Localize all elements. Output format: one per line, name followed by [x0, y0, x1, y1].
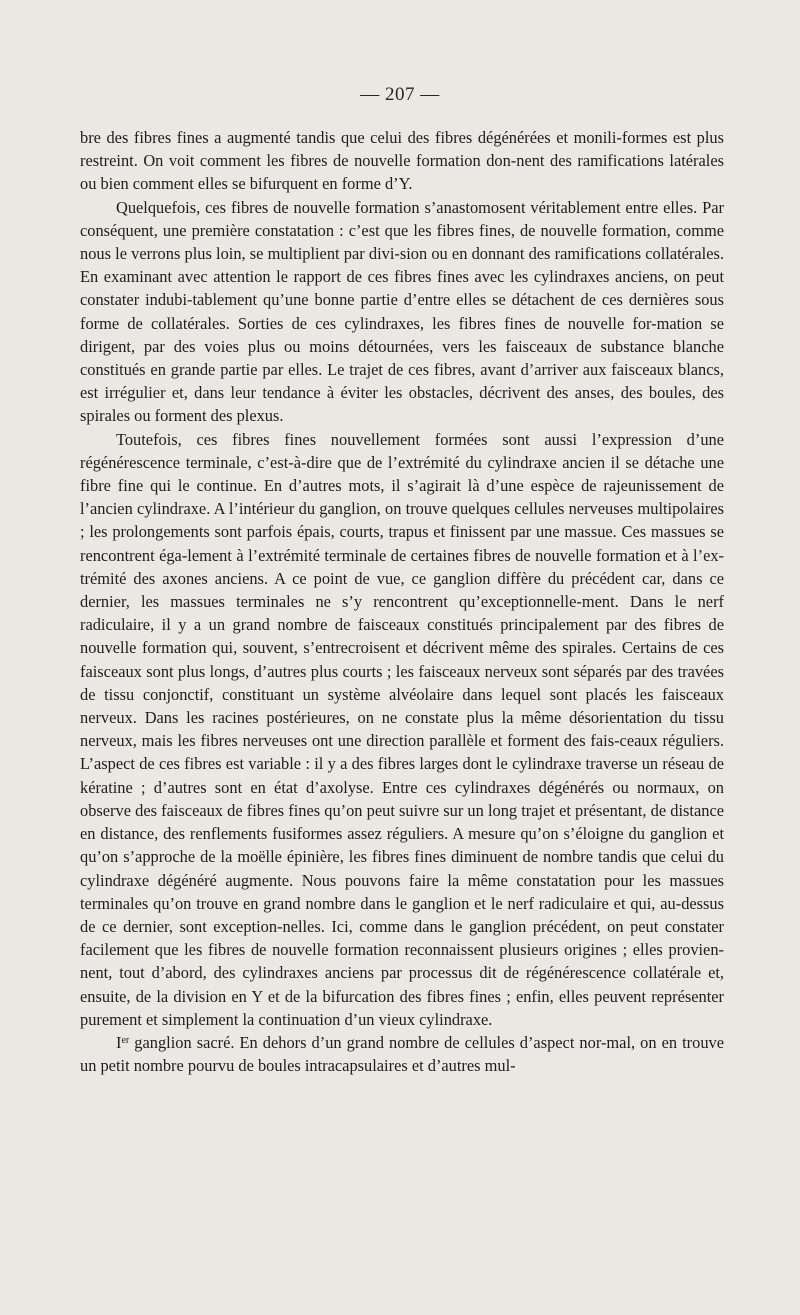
page-number: — 207 —: [360, 84, 440, 105]
paragraph-anastomose: Quelquefois, ces fibres de nouvelle formation s’anastomosent véritablement entre elles. Par conséquent, une première constatation : c’est que les fibres fines, de nouvelle formation, comme nous le verrons plus loin, se multiplient par divi-sion ou en donnant des ramifications collatérales. En examinant avec attention le rapport de ces fibres fines avec les cylindraxes anciens, on peut constater indubi-tablement qu’une bonne partie d’entre elles se détachent de ces dernières sous forme de collatérales. Sorties de ces cylindraxes, les fibres fines de nouvelle for-mation se dirigent, par des voies plus ou moins détournées, vers les faisceaux de substance blanche constitués en grande partie par elles. Le trajet de ces fibres, avant d’arriver aux faisceaux blancs, est irrégulier et, dans leur tendance à éviter les obstacles, décrivent des anses, des boules, des spirales ou forment des plexus.: [80, 197, 724, 426]
paragraph-continuation: bre des fibres fines a augmenté tandis que celui des fibres dégénérées et monili-formes est plus restreint. On voit comment les fibres de nouvelle formation don-nent des ramifications latérales ou bien comment elles se bifurquent en forme d’Y.: [80, 128, 724, 194]
ordinal: I: [116, 1032, 122, 1052]
paragraph-text: ganglion sacré. En dehors d’un grand nombre de cellules d’aspect nor-mal, on en trouve un petit nombre pourvu de boules intracapsulaires et d’autres mul-: [80, 1032, 724, 1076]
body-text: [80, 126, 724, 1077]
paragraph-ganglion-sacre: [80, 1031, 724, 1077]
paragraph-regenerescence: Toutefois, ces fibres fines nouvellement formées sont aussi l’expression d’une régénérescence terminale, c’est-à-dire que de l’extrémité du cylindraxe ancien il se détache une fibre fine qui le continue. En d’autres mots, il s’agirait là d’une espèce de rajeunissement de l’ancien cylindraxe. A l’intérieur du ganglion, on trouve quelques cellules nerveuses multipolaires ; les prolongements sont parfois épais, courts, trapus et finissent par une massue. Ces massues se rencontrent éga-lement à l’extrémité terminale de certaines fibres de nouvelle formation et à l’ex-trémité des axones anciens. A ce point de vue, ce ganglion diffère du précédent car, dans ce dernier, les massues terminales ne s’y rencontrent qu’exceptionnelle-ment. Dans le nerf radiculaire, il y a un grand nombre de faisceaux constitués principalement par des fibres de nouvelle formation qui, souvent, s’entrecroisent et décrivent même des spirales. Certains de ces faisceaux sont plus longs, d’autres plus courts ; les faisceaux nerveux sont séparés par des travées de tissu conjonctif, constituant un système alvéolaire dans lequel sont placés les faisceaux nerveux. Dans les racines postérieures, on ne constate plus la même désorientation du tissu nerveux, mais les fibres nerveuses ont une direction parallèle et forment des fais-ceaux réguliers. L’aspect de ces fibres est variable : il y a des fibres larges dont le cylindraxe traverse un réseau de kératine ; d’autres sont en état d’axolyse. Entre ces cylindraxes dégénérés ou normaux, on observe des faisceaux de fibres fines qu’on peut suivre sur un long trajet et présentant, de distance en distance, des renflements fusiformes assez réguliers. A mesure qu’on s’éloigne du ganglion et qu’on s’approche de la moëlle épinière, les fibres fines diminuent de nombre tandis que celui du cylindraxe dégénéré augmente. Nous pouvons faire la même constatation pour les massues terminales qu’on trouve en grand nombre dans le ganglion et le nerf radiculaire et qui, au-dessus de ce dernier, sont exception-nelles. Ici, comme dans le ganglion précédent, on peut constater facilement que les fibres de nouvelle formation reconnaissent plusieurs origines ; elles provien-nent, tout d’abord, des cylindraxes anciens par processus dit de régénérescence collatérale et, ensuite, de la division en Y et de la bifurcation des fibres fines ; enfin, elles peuvent représenter purement et simplement la continuation d’un vieux cylindraxe.: [80, 429, 724, 1029]
ordinal-suffix: er: [121, 1034, 130, 1046]
